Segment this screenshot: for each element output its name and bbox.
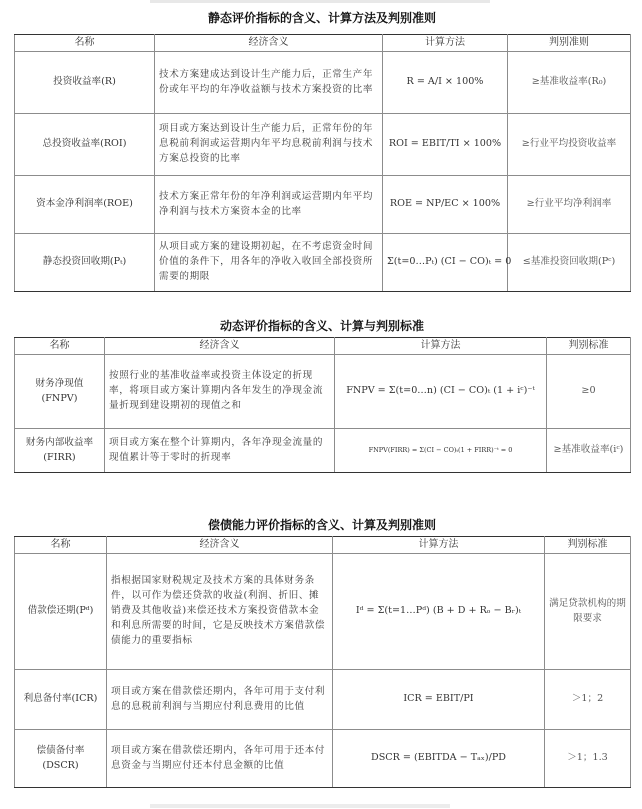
row-criterion: ≥0: [547, 355, 631, 429]
solvency-indicators-table: [14, 536, 631, 788]
table-row: [15, 355, 631, 429]
row-meaning: 项目或方案在借款偿还期内，各年可用于还本付息资金与当期应付还本付息金额的比值: [107, 730, 333, 788]
table-row: [15, 176, 631, 234]
row-criterion: ≥行业平均净利润率: [508, 176, 631, 234]
row-name: 财务净现值(FNPV): [15, 355, 105, 429]
row-formula: Σ(t=0…Pₜ) (CI − CO)ₜ = 0: [383, 234, 508, 292]
row-name: 财务内部收益率(FIRR): [15, 429, 105, 473]
table-header-row: [15, 35, 631, 52]
table-row: [15, 234, 631, 292]
header-meaning: 经济含义: [107, 537, 333, 554]
row-criterion: ≥基准收益率(iᶜ): [547, 429, 631, 473]
table-header-row: [15, 537, 631, 554]
header-meaning: 经济含义: [105, 338, 335, 355]
row-meaning: 技术方案建成达到设计生产能力后，正常生产年份或年平均的年净收益额与技术方案投资的比率: [155, 52, 383, 114]
table-row: [15, 52, 631, 114]
header-meaning: 经济含义: [155, 35, 383, 52]
row-criterion: ≥基准收益率(R₀): [508, 52, 631, 114]
row-meaning: 技术方案正常年份的年净利润或运营期内年平均净利润与技术方案资本金的比率: [155, 176, 383, 234]
table-row: [15, 429, 631, 473]
row-meaning: 指根据国家财税规定及技术方案的具体财务条件，以可作为偿还贷款的收益(利润、折旧、摊销费及其他收益)来偿还技术方案投资借款本金和利息所需要的时间，它是反映技术方案借款偿债能力的重要指标: [107, 554, 333, 670]
row-criterion: 满足贷款机构的期限要求: [545, 554, 631, 670]
row-formula: DSCR = (EBITDA − Tₐₓ)/PD: [333, 730, 545, 788]
row-criterion: ≤基准投资回收期(Pᶜ): [508, 234, 631, 292]
header-criterion: 判别标准: [547, 338, 631, 355]
dynamic-indicators-table: [14, 337, 631, 473]
table-row: [15, 670, 631, 730]
row-formula: ROE = NP/EC × 100%: [383, 176, 508, 234]
row-name: 静态投资回收期(Pₜ): [15, 234, 155, 292]
row-meaning: 按照行业的基准收益率或投资主体设定的折现率，将项目或方案计算期内各年发生的净现金流量折现到建设期初的现值之和: [105, 355, 335, 429]
top-edge-strip: [150, 0, 490, 3]
header-criterion: 判别准则: [508, 35, 631, 52]
row-name: 借款偿还期(Pᵈ): [15, 554, 107, 670]
table-row: [15, 730, 631, 788]
row-name: 偿债备付率(DSCR): [15, 730, 107, 788]
header-method: 计算方法: [335, 338, 547, 355]
row-formula: Iᵈ = Σ(t=1…Pᵈ) (B + D + Rₒ − Bᵣ)ₜ: [333, 554, 545, 670]
solvency-indicators-section: [14, 511, 630, 801]
row-formula: FNPV = Σ(t=0…n) (CI − CO)ₜ (1 + iᶜ)⁻ᵗ: [335, 355, 547, 429]
table-header-row: [15, 338, 631, 355]
bottom-edge-strip: [150, 804, 450, 808]
header-method: 计算方法: [333, 537, 545, 554]
row-formula: ICR = EBIT/PI: [333, 670, 545, 730]
row-meaning: 从项目或方案的建设期初起，在不考虑资金时间价值的条件下，用各年的净收入收回全部投资所需要的期限: [155, 234, 383, 292]
row-name: 总投资收益率(ROI): [15, 114, 155, 176]
table-row: [15, 114, 631, 176]
header-name: 名称: [15, 537, 107, 554]
row-criterion: ≥行业平均投资收益率: [508, 114, 631, 176]
dynamic-table-title: 动态评价指标的含义、计算与判别标准: [219, 319, 424, 333]
solvency-table-title: 偿债能力评价指标的含义、计算及判别准则: [207, 518, 436, 532]
row-meaning: 项目或方案在借款偿还期内，各年可用于支付利息的息税前利润与当期应付利息费用的比值: [107, 670, 333, 730]
static-indicators-table: [14, 34, 631, 292]
row-meaning: 项目或方案达到设计生产能力后，正常年份的年息税前利润或运营期内年平均息税前利润与技术方案总投资的比率: [155, 114, 383, 176]
row-name: 利息备付率(ICR): [15, 670, 107, 730]
row-criterion: ＞1；1.3: [545, 730, 631, 788]
static-table-title: 静态评价指标的含义、计算方法及判别准则: [207, 11, 436, 25]
row-criterion: ＞1；2: [545, 670, 631, 730]
row-meaning: 项目或方案在整个计算期内，各年净现金流量的现值累计等于零时的折现率: [105, 429, 335, 473]
row-formula: R = A/I × 100%: [383, 52, 508, 114]
table-row: [15, 554, 631, 670]
header-criterion: 判别标准: [545, 537, 631, 554]
dynamic-indicators-section: [14, 313, 630, 483]
header-method: 计算方法: [383, 35, 508, 52]
row-formula: FNPV(FIRR) = Σ(CI − CO)ₜ(1 + FIRR)⁻ᵗ = 0: [335, 429, 547, 473]
header-name: 名称: [15, 35, 155, 52]
header-name: 名称: [15, 338, 105, 355]
static-indicators-section: [14, 6, 630, 291]
row-name: 资本金净利润率(ROE): [15, 176, 155, 234]
row-formula: ROI = EBIT/TI × 100%: [383, 114, 508, 176]
row-name: 投资收益率(R): [15, 52, 155, 114]
